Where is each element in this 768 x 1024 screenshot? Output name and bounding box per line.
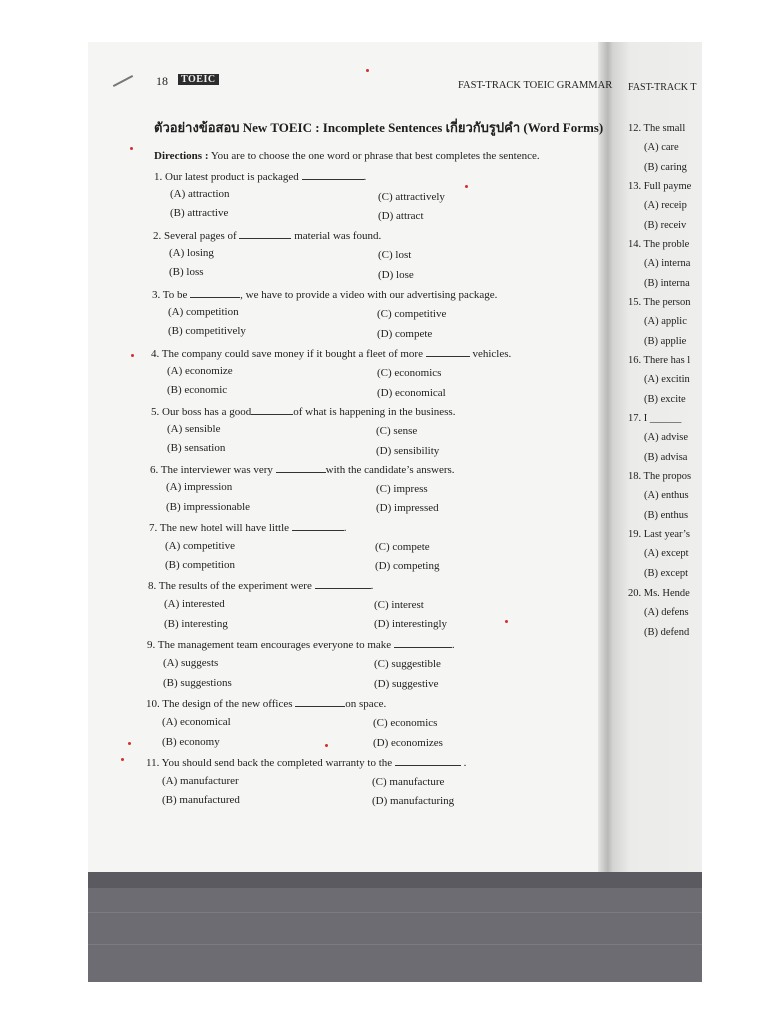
option-d: (D) manufacturing	[372, 795, 455, 807]
directions	[154, 150, 540, 162]
toeic-badge: TOEIC	[178, 74, 219, 85]
question-9-stem: 9. The management team encourages everyone to make .	[147, 639, 455, 651]
option-c: (C) economics	[373, 717, 438, 729]
option-d: (D) compete	[377, 328, 433, 340]
option-c: (C) manufacture	[372, 776, 445, 788]
next-page-option: (A) interna	[644, 258, 691, 269]
red-ink-dot	[128, 742, 131, 745]
page-number: 18	[156, 74, 168, 88]
option-a: (A) attraction	[170, 188, 230, 200]
option-c: (C) lost	[378, 249, 412, 261]
option-d: (D) economical	[377, 387, 446, 399]
option-a: (A) economical	[162, 716, 231, 728]
option-b: (B) manufactured	[162, 794, 240, 806]
next-page-option: (B) except	[644, 568, 689, 579]
option-a: (A) economize	[167, 365, 233, 377]
book-spine-shadow	[598, 42, 612, 872]
next-page-question: 19. Last year’s	[628, 529, 690, 540]
option-d: (D) suggestive	[374, 678, 439, 690]
next-page-question: 12. The small	[628, 123, 686, 134]
option-d: (D) competing	[375, 560, 440, 572]
answer-blank	[190, 288, 240, 298]
option-d: (D) interestingly	[374, 618, 448, 630]
next-page-question: 16. There has l	[628, 355, 691, 366]
running-title: FAST-TRACK TOEIC GRAMMAR	[458, 80, 613, 91]
next-page-question: 20. Ms. Hende	[628, 588, 690, 599]
option-b: (B) interesting	[164, 618, 228, 630]
option-b: (B) impressionable	[166, 501, 251, 513]
answer-blank	[276, 463, 326, 473]
next-page-option: (B) interna	[644, 278, 690, 289]
answer-blank	[315, 579, 371, 589]
next-page-option: (B) advisa	[644, 452, 688, 463]
option-d: (D) impressed	[376, 502, 439, 514]
red-ink-dot	[325, 744, 328, 747]
option-a: (A) competitive	[165, 540, 235, 552]
answer-blank	[394, 638, 452, 648]
option-b: (B) competition	[165, 559, 235, 571]
next-page-question: 17. I ______	[628, 413, 682, 424]
option-c: (C) suggestible	[374, 658, 441, 670]
next-page-option: (A) care	[644, 142, 679, 153]
option-c: (C) compete	[375, 541, 430, 553]
question-6-stem: 6. The interviewer was very with the candidate’s answers.	[150, 464, 455, 476]
option-a: (A) manufacturer	[162, 775, 239, 787]
option-a: (A) suggests	[163, 657, 219, 669]
option-c: (C) impress	[376, 483, 428, 495]
red-ink-dot	[130, 147, 133, 150]
question-11-stem: 11. You should send back the completed warranty to the .	[146, 757, 467, 769]
answer-blank	[292, 521, 344, 531]
question-8-stem: 8. The results of the experiment were .	[148, 580, 374, 592]
option-c: (C) interest	[374, 599, 424, 611]
directions-label: Directions :	[154, 150, 209, 162]
answer-blank	[426, 347, 470, 357]
running-title-next-page: FAST-TRACK T	[628, 82, 697, 93]
scanner-background	[88, 872, 702, 982]
option-a: (A) competition	[168, 306, 239, 318]
option-c: (C) sense	[376, 425, 418, 437]
next-page-option: (B) receiv	[644, 220, 687, 231]
next-page-option: (A) receip	[644, 200, 687, 211]
question-5-stem: 5. Our boss has a good of what is happening in the business.	[151, 406, 456, 418]
option-a: (A) sensible	[167, 423, 221, 435]
next-page-question: 15. The person	[628, 297, 691, 308]
next-page-option: (A) excitin	[644, 374, 690, 385]
next-page-question: 13. Full payme	[628, 181, 692, 192]
option-b: (B) economic	[167, 384, 228, 396]
option-d: (D) attract	[378, 210, 424, 222]
option-b: (B) attractive	[170, 207, 229, 219]
section-title: ตัวอย่างข้อสอบ New TOEIC : Incomplete Sentences เกี่ยวกับรูปคำ (Word Forms)	[154, 120, 604, 135]
answer-blank	[295, 697, 345, 707]
next-page-option: (B) defend	[644, 627, 690, 638]
next-page-option: (A) enthus	[644, 490, 689, 501]
next-page-option: (B) enthus	[644, 510, 689, 521]
question-4-stem: 4. The company could save money if it bought a fleet of more vehicles.	[151, 348, 512, 360]
option-d: (D) sensibility	[376, 445, 440, 457]
option-b: (B) economy	[162, 736, 220, 748]
answer-blank	[395, 756, 461, 766]
question-7-stem: 7. The new hotel will have little .	[149, 522, 347, 534]
option-d: (D) lose	[378, 269, 414, 281]
red-ink-dot	[505, 620, 508, 623]
next-page-question: 14. The proble	[628, 239, 690, 250]
next-page-question: 18. The propos	[628, 471, 692, 482]
option-a: (A) impression	[166, 481, 233, 493]
next-page-option: (B) excite	[644, 394, 686, 405]
next-page-option: (B) caring	[644, 162, 687, 173]
question-10-stem: 10. The design of the new offices on space.	[146, 698, 387, 710]
answer-blank	[251, 405, 293, 415]
option-a: (A) losing	[169, 247, 214, 259]
red-ink-dot	[465, 185, 468, 188]
next-page-option: (B) applie	[644, 336, 687, 347]
red-ink-dot	[121, 758, 124, 761]
option-b: (B) loss	[169, 266, 204, 278]
option-d: (D) economizes	[373, 737, 443, 749]
directions-text: You are to choose the one word or phrase that best completes the sentence.	[210, 150, 540, 162]
option-c: (C) attractively	[378, 191, 445, 203]
answer-blank	[302, 170, 364, 180]
question-1-stem: 1. Our latest product is packaged .	[154, 171, 367, 183]
option-b: (B) sensation	[167, 442, 226, 454]
next-page-option: (A) except	[644, 548, 689, 559]
question-3-stem: 3. To be , we have to provide a video with our advertising package.	[152, 289, 498, 301]
option-b: (B) suggestions	[163, 677, 232, 689]
red-ink-dot	[131, 354, 134, 357]
question-2-stem: 2. Several pages of material was found.	[153, 230, 382, 242]
next-page-option: (A) applic	[644, 316, 687, 327]
option-c: (C) competitive	[377, 308, 447, 320]
red-ink-dot	[366, 69, 369, 72]
next-page-option: (A) advise	[644, 432, 689, 443]
answer-blank	[239, 229, 291, 239]
next-page-option: (A) defens	[644, 607, 689, 618]
option-a: (A) interested	[164, 598, 225, 610]
option-c: (C) economics	[377, 367, 442, 379]
option-b: (B) competitively	[168, 325, 246, 337]
